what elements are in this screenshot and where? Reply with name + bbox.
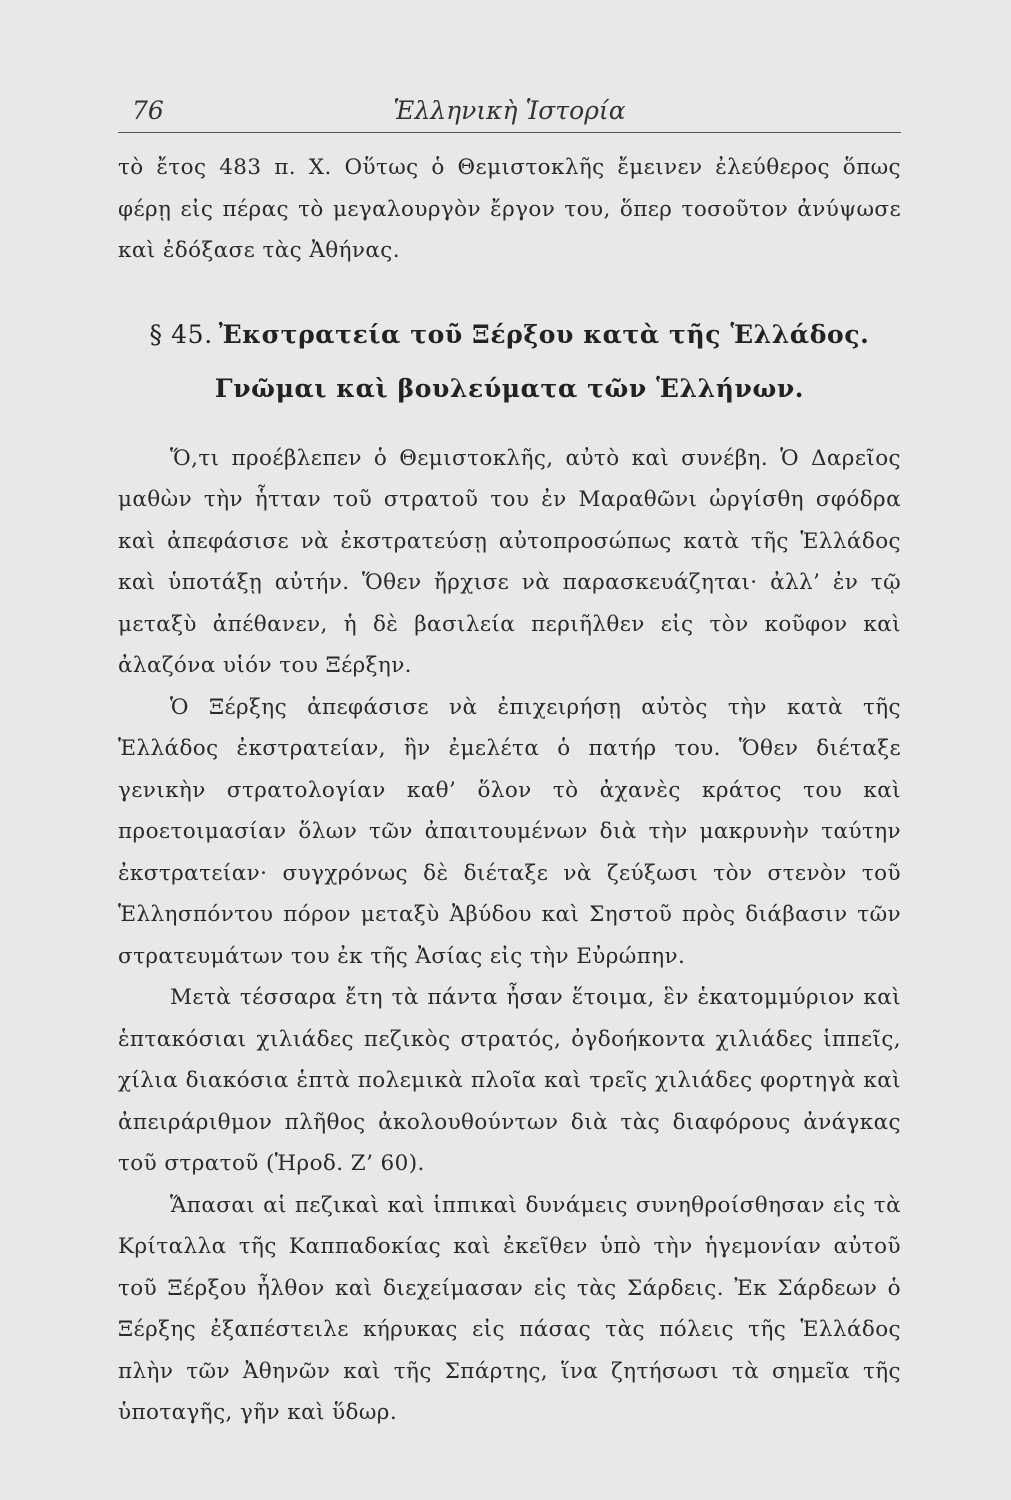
page-number: 76 [132,96,164,125]
paragraph: Ἅπασαι αἱ πεζικαὶ καὶ ἱππικαὶ δυνάμεις συνηθροίσθησαν εἰς τὰ Κρίταλλα τῆς Καππαδοκίας καὶ ἐκεῖθεν ὑπὸ τὴν ἡγεμονίαν αὐτοῦ τοῦ Ξέρξου ἦλθον καὶ διεχείμασαν εἰς τὰς Σάρδεις. Ἐκ Σάρδεων ὁ Ξέρξης ἐξαπέστειλε κήρυκας εἰς πάσας τὰς πόλεις τῆς Ἑλλάδος πλὴν τῶν Ἀθηνῶν καὶ τῆς Σπάρτης, ἵνα ζητήσωσι τὰ σημεῖα τῆς ὑποταγῆς, γῆν καὶ ὕδωρ. [118,1192,901,1425]
section-title-line-2: Γνῶμαι καὶ βουλεύματα τῶν Ἑλλήνων. [214,373,805,403]
paragraph: Ὅ,τι προέβλεπεν ὁ Θεμιστοκλῆς, αὐτὸ καὶ συνέβη. Ὁ Δαρεῖος μαθὼν τὴν ἧτταν τοῦ στρατοῦ του ἐν Μαραθῶνι ὠργίσθη σφόδρα καὶ ἀπεφάσισε νὰ ἐκστρατεύσῃ αὐτοπροσώπως κατὰ τῆς Ἑλλάδος καὶ ὑποτάξῃ αὐτήν. Ὅθεν ἤρχισε νὰ παρασκευάζηται· ἀλλ’ ἐν τῷ μεταξὺ ἀπέθανεν, ἡ δὲ βασιλεία περιῆλθεν εἰς τὸν κοῦφον καὶ ἀλαζόνα υἱόν του Ξέρξην. [118,445,901,678]
running-header [118,92,901,133]
running-title: Ἑλληνικὴ Ἱστορία [393,96,626,125]
section-number: § 45. [149,319,213,349]
paragraph-continued: τὸ ἔτος 483 π. Χ. Οὕτως ὁ Θεμιστοκλῆς ἔμεινεν ἐλεύθερος ὅπως φέρῃ εἰς πέρας τὸ μεγαλουργὸν ἔργον του, ὅπερ τοσοῦτον ἀνύψωσε καὶ ἐδόξασε τὰς Ἀθήνας. [118,155,901,263]
section-heading-line-1 [118,308,901,362]
paragraph: Μετὰ τέσσαρα ἔτη τὰ πάντα ἦσαν ἕτοιμα, ἓν ἑκατομμύριον καὶ ἑπτακόσιαι χιλιάδες πεζικὸς στρατός, ὀγδοήκοντα χιλιάδες ἱππεῖς, χίλια διακόσια ἑπτὰ πολεμικὰ πλοῖα καὶ τρεῖς χιλιάδες φορτηγὰ καὶ ἀπειράριθμον πλῆθος ἀκολουθούντων διὰ τὰς διαφόρους ἀνάγκας τοῦ στρατοῦ (Ἡροδ. Ζ’ 60). [118,985,901,1176]
paragraph: Ὁ Ξέρξης ἀπεφάσισε νὰ ἐπιχειρήσῃ αὐτὸς τὴν κατὰ τῆς Ἑλλάδος ἐκστρατείαν, ἣν ἐμελέτα ὁ πατήρ του. Ὅθεν διέταξε γενικὴν στρατολογίαν καθ’ ὅλον τὸ ἀχανὲς κράτος του καὶ προετοιμασίαν ὅλων τῶν ἀπαιτουμένων διὰ τὴν μακρυνὴν ταύτην ἐκστρατείαν· συγχρόνως δὲ διέταξε νὰ ζεύξωσι τὸν στενὸν τοῦ Ἑλλησπόντου πόρον μεταξὺ Ἀβύδου καὶ Σηστοῦ πρὸς διάβασιν τῶν στρατευμάτων του ἐκ τῆς Ἀσίας εἰς τὴν Εὐρώπην. [118,694,901,969]
section-heading [118,308,901,416]
section-title-line-1: Ἐκστρατεία τοῦ Ξέρξου κατὰ τῆς Ἑλλάδος. [218,319,870,349]
body-text [118,147,901,1434]
